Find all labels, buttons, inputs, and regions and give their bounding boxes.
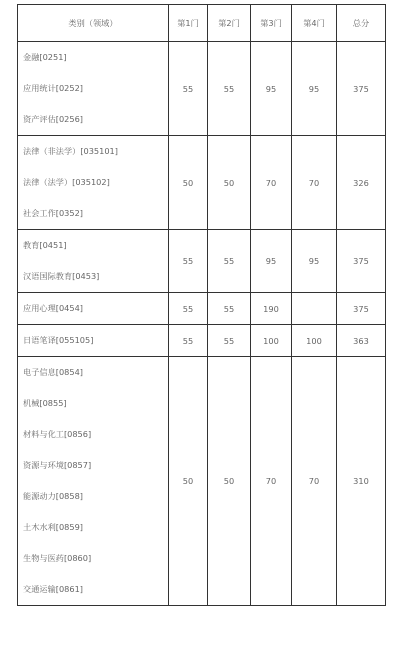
subject-4-score: 70 — [292, 136, 337, 230]
table-row — [18, 293, 386, 325]
subject-2-score: 55 — [208, 42, 251, 136]
table-row — [18, 325, 386, 357]
category-list — [23, 136, 168, 229]
subject-1-score: 55 — [169, 293, 208, 325]
category-item: 法律（法学）[035102] — [23, 177, 110, 187]
table-body — [18, 42, 386, 606]
subject-2-score: 55 — [208, 325, 251, 357]
category-item: 生物与医药[0860] — [23, 553, 92, 563]
category-item: 资产评估[0256] — [23, 114, 83, 124]
category-item: 应用心理[0454] — [23, 303, 83, 313]
category-item: 社会工作[0352] — [23, 208, 83, 218]
subject-1-score: 55 — [169, 230, 208, 293]
category-item: 金融[0251] — [23, 52, 67, 62]
subject-2-score: 50 — [208, 136, 251, 230]
category-item: 电子信息[0854] — [23, 367, 83, 377]
header-subject-1: 第1门 — [169, 5, 208, 42]
subject-3-score: 190 — [251, 293, 292, 325]
subject-3-score: 95 — [251, 42, 292, 136]
category-cell — [18, 136, 169, 230]
category-item: 汉语国际教育[0453] — [23, 271, 100, 281]
table-row — [18, 357, 386, 606]
subject-4-score — [292, 293, 337, 325]
subject-3-score: 70 — [251, 136, 292, 230]
subject-2-score: 55 — [208, 230, 251, 293]
category-cell — [18, 293, 169, 325]
total-score: 375 — [337, 42, 386, 136]
category-list — [23, 357, 168, 605]
category-item: 应用统计[0252] — [23, 83, 83, 93]
subject-1-score: 55 — [169, 325, 208, 357]
category-item: 教育[0451] — [23, 240, 67, 250]
category-item: 资源与环境[0857] — [23, 460, 92, 470]
total-score: 363 — [337, 325, 386, 357]
total-score: 310 — [337, 357, 386, 606]
category-item: 机械[0855] — [23, 398, 67, 408]
header-category: 类别（领域） — [18, 5, 169, 42]
category-list — [23, 325, 168, 356]
category-cell — [18, 42, 169, 136]
category-item: 法律（非法学）[035101] — [23, 146, 118, 156]
subject-4-score: 95 — [292, 230, 337, 293]
category-item: 日语笔译[055105] — [23, 335, 94, 345]
header-subject-3: 第3门 — [251, 5, 292, 42]
table-row — [18, 42, 386, 136]
table-row — [18, 230, 386, 293]
subject-1-score: 50 — [169, 357, 208, 606]
category-item: 土木水利[0859] — [23, 522, 83, 532]
category-item: 材料与化工[0856] — [23, 429, 92, 439]
subject-1-score: 50 — [169, 136, 208, 230]
category-cell — [18, 357, 169, 606]
subject-4-score: 95 — [292, 42, 337, 136]
category-cell — [18, 230, 169, 293]
subject-2-score: 50 — [208, 357, 251, 606]
header-subject-2: 第2门 — [208, 5, 251, 42]
total-score: 375 — [337, 293, 386, 325]
category-list — [23, 230, 168, 292]
subject-3-score: 100 — [251, 325, 292, 357]
subject-2-score: 55 — [208, 293, 251, 325]
table-row — [18, 136, 386, 230]
total-score: 375 — [337, 230, 386, 293]
category-item: 能源动力[0858] — [23, 491, 83, 501]
category-list — [23, 42, 168, 135]
category-item: 交通运输[0861] — [23, 584, 83, 594]
header-total: 总分 — [337, 5, 386, 42]
category-list — [23, 293, 168, 324]
subject-3-score: 95 — [251, 230, 292, 293]
subject-4-score: 70 — [292, 357, 337, 606]
subject-4-score: 100 — [292, 325, 337, 357]
header-row — [18, 5, 386, 42]
category-cell — [18, 325, 169, 357]
header-subject-4: 第4门 — [292, 5, 337, 42]
total-score: 326 — [337, 136, 386, 230]
subject-3-score: 70 — [251, 357, 292, 606]
score-table — [17, 4, 386, 606]
subject-1-score: 55 — [169, 42, 208, 136]
